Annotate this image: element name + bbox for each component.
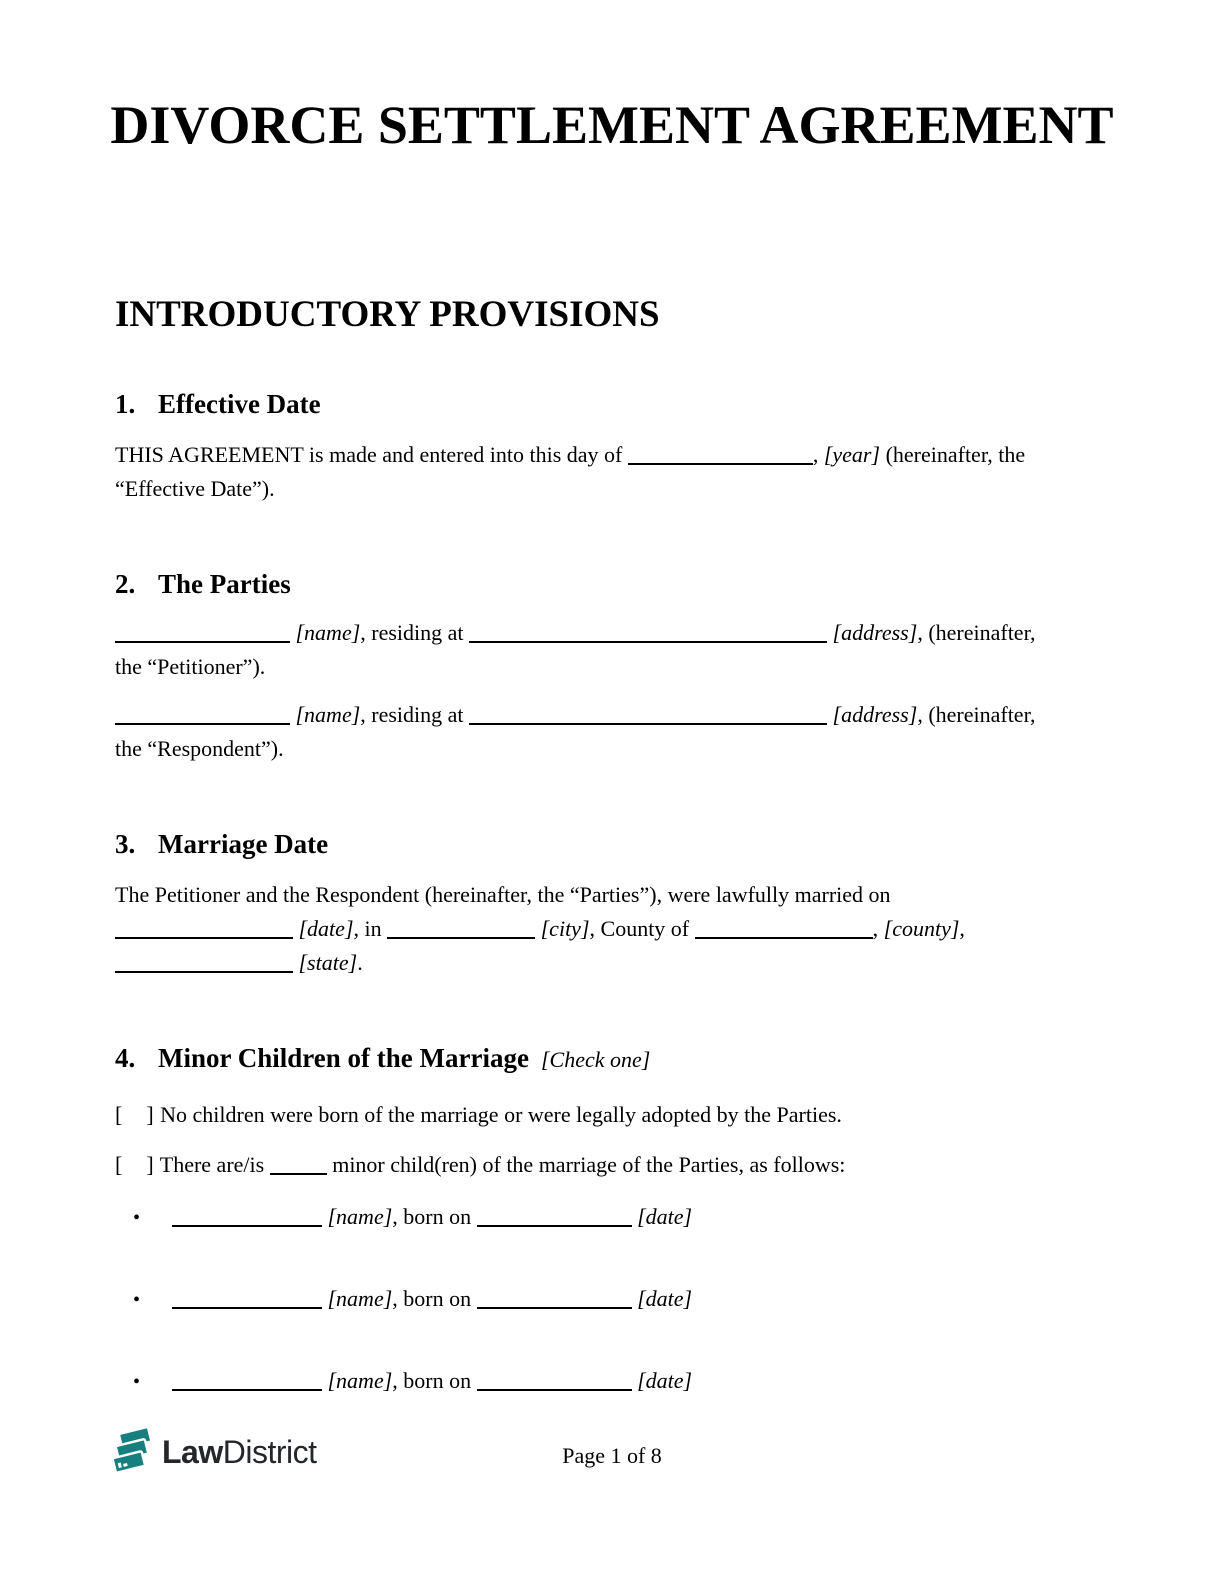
- lawdistrict-wordmark: LawDistrict: [162, 1434, 317, 1470]
- placeholder-hint: [city]: [540, 916, 590, 941]
- child-list-item: [115, 1364, 1098, 1398]
- blank-fill-in-field[interactable]: [270, 1159, 327, 1175]
- bullet-marker: •: [133, 1207, 141, 1229]
- text-line: the “Respondent”).: [115, 736, 284, 761]
- checkbox[interactable]: [ ]: [115, 1152, 155, 1177]
- option-no-children: [115, 1098, 1080, 1132]
- section-heading-minor-children: [115, 1040, 650, 1078]
- blank-fill-in-field[interactable]: [115, 627, 290, 643]
- section-number: 2.: [115, 569, 136, 599]
- paragraph-petitioner: [115, 616, 1080, 684]
- child-entry: [name], born on [date]: [172, 1286, 692, 1311]
- blank-fill-in-field[interactable]: [695, 923, 873, 939]
- blank-fill-in-field[interactable]: [477, 1293, 632, 1309]
- lawdistrict-logo-icon: [112, 1428, 156, 1476]
- blank-fill-in-field[interactable]: [115, 923, 293, 939]
- child-entry: [name], born on [date]: [172, 1368, 692, 1393]
- blank-fill-in-field[interactable]: [172, 1375, 322, 1391]
- section-number: 1.: [115, 389, 136, 419]
- text-line: “Effective Date”).: [115, 476, 275, 501]
- child-list-item: [115, 1282, 1098, 1316]
- child-list-item: [115, 1200, 1098, 1234]
- text-line: [name], residing at [address], (hereinafter,: [115, 698, 1080, 732]
- blank-fill-in-field[interactable]: [172, 1293, 322, 1309]
- placeholder-hint: [county]: [883, 916, 960, 941]
- placeholder-hint: [name]: [327, 1368, 393, 1393]
- text-line: [state].: [115, 946, 1080, 980]
- blank-fill-in-field[interactable]: [628, 449, 813, 465]
- blank-fill-in-field[interactable]: [387, 923, 535, 939]
- placeholder-hint: [name]: [295, 620, 361, 645]
- paragraph-marriage-date: [115, 878, 1080, 980]
- placeholder-hint: [address]: [832, 620, 918, 645]
- paragraph-effective-date: [115, 438, 1080, 506]
- placeholder-hint: [year]: [823, 442, 881, 467]
- section-heading-marriage-date: [115, 826, 328, 862]
- section-number: 3.: [115, 829, 136, 859]
- blank-fill-in-field[interactable]: [172, 1211, 322, 1227]
- blank-fill-in-field[interactable]: [477, 1211, 632, 1227]
- text-line: the “Petitioner”).: [115, 654, 266, 679]
- blank-fill-in-field[interactable]: [477, 1375, 632, 1391]
- placeholder-hint: [name]: [327, 1204, 393, 1229]
- section-title: Effective Date: [158, 389, 321, 419]
- text-line: The Petitioner and the Respondent (hereinafter, the “Parties”), were lawfully married on: [115, 882, 891, 907]
- placeholder-hint: [date]: [637, 1368, 693, 1393]
- placeholder-hint: [name]: [327, 1286, 393, 1311]
- section-number: 4.: [115, 1043, 136, 1073]
- placeholder-hint: [date]: [298, 916, 354, 941]
- check-one-note: [Check one]: [540, 1047, 651, 1072]
- section-title: The Parties: [158, 569, 291, 599]
- blank-fill-in-field[interactable]: [469, 709, 827, 725]
- option-has-children: [115, 1148, 1080, 1182]
- placeholder-hint: [state]: [298, 950, 358, 975]
- lawdistrict-logo: [112, 1428, 317, 1476]
- section-title: Minor Children of the Marriage: [158, 1043, 529, 1073]
- child-entry: [name], born on [date]: [172, 1204, 692, 1229]
- blank-fill-in-field[interactable]: [115, 957, 293, 973]
- section-heading-effective-date: [115, 386, 321, 422]
- section-title: Marriage Date: [158, 829, 329, 859]
- placeholder-hint: [name]: [295, 702, 361, 727]
- text-line: THIS AGREEMENT is made and entered into this day of , [year] (hereinafter, the: [115, 442, 1026, 467]
- placeholder-hint: [date]: [637, 1204, 693, 1229]
- placeholder-hint: [address]: [832, 702, 918, 727]
- bullet-marker: •: [133, 1289, 141, 1311]
- intro-provisions-heading: INTRODUCTORY PROVISIONS: [115, 294, 660, 335]
- page-number: Page 1 of 8: [562, 1443, 662, 1468]
- blank-fill-in-field[interactable]: [115, 709, 290, 725]
- text-line: [name], residing at [address], (hereinafter,: [115, 616, 1080, 650]
- checkbox-option-line: [ ] There are/is minor child(ren) of the marriage of the Parties, as follows:: [115, 1152, 846, 1177]
- paragraph-respondent: [115, 698, 1080, 766]
- document-title: DIVORCE SETTLEMENT AGREEMENT: [110, 95, 1114, 155]
- text-line: [date], in [city], County of , [county],: [115, 912, 1080, 946]
- placeholder-hint: [date]: [637, 1286, 693, 1311]
- section-heading-parties: [115, 566, 291, 602]
- checkbox-option-line: [ ] No children were born of the marriage or were legally adopted by the Parties.: [115, 1102, 842, 1127]
- blank-fill-in-field[interactable]: [469, 627, 827, 643]
- checkbox[interactable]: [ ]: [115, 1102, 155, 1127]
- bullet-marker: •: [133, 1371, 141, 1393]
